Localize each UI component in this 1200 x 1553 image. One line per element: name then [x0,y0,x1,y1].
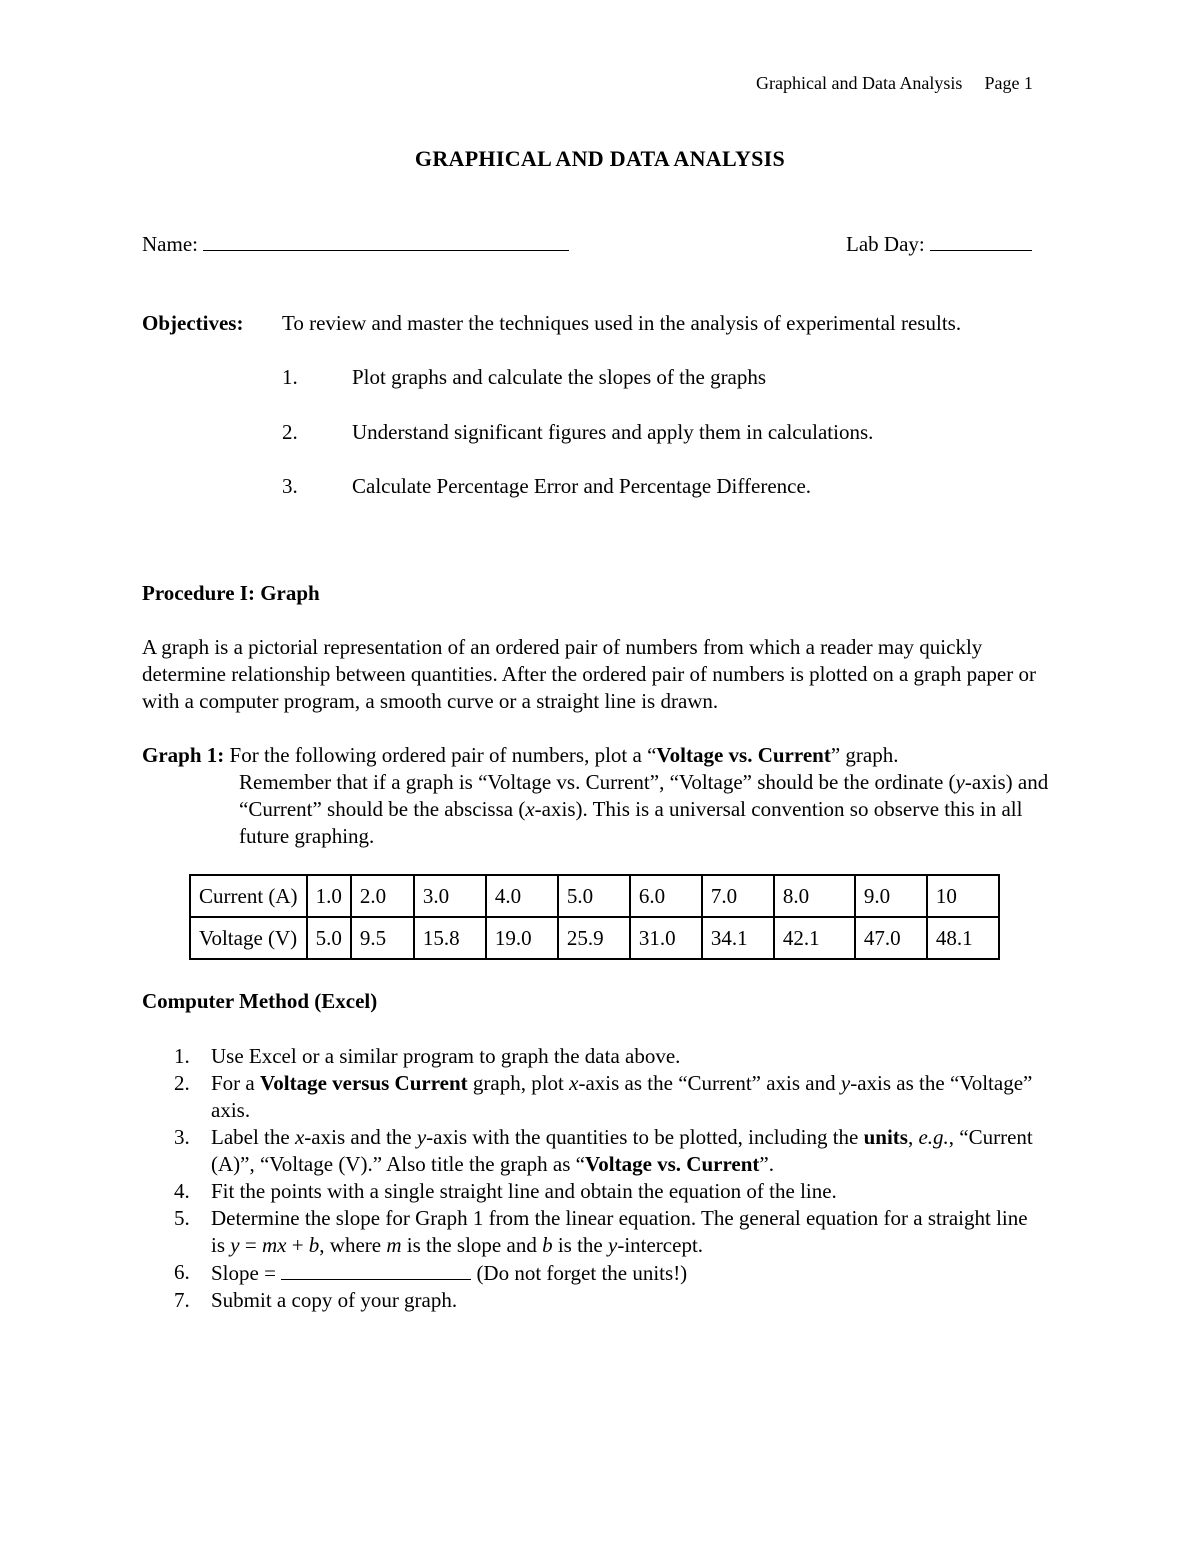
step-text: ”. [759,1152,774,1176]
table-cell: 48.1 [927,917,999,959]
objective-number: 1. [282,365,298,389]
list-item [142,1124,1042,1178]
table-cell: Current (A) [190,875,307,917]
name-blank[interactable] [203,228,569,251]
table-cell: Voltage (V) [190,917,307,959]
graph1-y-var: y [955,770,965,794]
graph1-instructions [142,742,1052,850]
objective-item [282,419,873,446]
step-text: Submit a copy of your graph. [211,1288,458,1312]
step-text: = [239,1233,262,1257]
graph1-label: Graph 1: [142,743,225,767]
name-field-row [142,228,569,258]
table-cell: 3.0 [414,875,486,917]
document-title: GRAPHICAL AND DATA ANALYSIS [414,146,786,171]
header-title: Graphical and Data Analysis [756,73,963,93]
table-cell: 42.1 [774,917,855,959]
step-var: mx [261,1233,287,1257]
table-cell: 25.9 [558,917,630,959]
page-number: Page 1 [984,73,1033,93]
table-cell: 4.0 [486,875,558,917]
objective-number: 3. [282,474,298,498]
list-item [142,1205,1042,1259]
table-cell: 5.0 [558,875,630,917]
table-row-current [190,875,999,917]
graph1-text: For the following ordered pair of numbers, plot a “ [224,743,657,767]
objective-text: Plot graphs and calculate the slopes of the graphs [352,365,767,389]
table-cell: 5.0 [307,917,351,959]
step-text: For a [211,1071,260,1095]
step-text: Determine the slope for Graph 1 from the linear equation. The general equation for a straight line is [211,1206,1028,1257]
table-cell: 9.5 [351,917,414,959]
step-var: y [608,1233,618,1257]
step-number: 6. [174,1260,190,1284]
step-italic: e.g. [918,1125,949,1149]
table-cell: 9.0 [855,875,927,917]
procedure-paragraph: A graph is a pictorial representation of an ordered pair of numbers from which a reader may quickly determine relationship between quantities. After the ordered pair of numbers is plotted on a graph paper or with a computer program, a smooth curve or a straight line is drawn. [142,635,1036,713]
step-number: 5. [174,1206,190,1230]
step-var: x [569,1071,579,1095]
step-number: 2. [174,1071,190,1095]
objectives-label: Objectives: [142,311,244,335]
table-cell: 15.8 [414,917,486,959]
step-var: y [840,1071,851,1095]
step-text: , [907,1125,919,1149]
table-cell: 7.0 [702,875,774,917]
list-item [142,1287,1042,1314]
step-var: x [294,1125,305,1149]
table-cell: 47.0 [855,917,927,959]
list-item [142,1178,1042,1205]
table-cell: 1.0 [307,875,351,917]
procedure-heading: Procedure I: Graph [142,581,320,605]
step-text: Use Excel or a similar program to graph the data above. [211,1044,681,1068]
step-number: 3. [174,1125,190,1149]
step-var: b [542,1233,553,1257]
step-text: graph, plot [467,1071,570,1095]
table-cell: 10 [927,875,999,917]
objective-item [282,473,811,500]
step-var: m [386,1233,402,1257]
step-text: -axis with the quantities to be plotted, including the [426,1125,864,1149]
table-cell: 2.0 [351,875,414,917]
computer-method-steps [142,1043,1042,1314]
step-bold: Voltage vs. Current [585,1152,760,1176]
table-row-voltage [190,917,999,959]
objective-item [282,364,766,391]
step-text: is the slope and [401,1233,543,1257]
graph1-continuation [142,769,1052,850]
graph1-bold-title: Voltage vs. Current [656,743,831,767]
step-text: -axis as the “Current” axis and [578,1071,841,1095]
step-var: y [416,1125,427,1149]
table-cell: 6.0 [630,875,702,917]
step-var: b [308,1233,320,1257]
step-text: Label the [211,1125,295,1149]
table-cell: 34.1 [702,917,774,959]
page-header [756,70,1033,97]
table-cell: 19.0 [486,917,558,959]
step-text: , where [319,1233,387,1257]
step-text: , “Current (A)”, “Voltage (V).” Also title the graph as “ [211,1125,1033,1176]
labday-blank[interactable] [930,228,1032,251]
data-table [189,874,1000,960]
list-item [142,1043,1042,1070]
labday-label: Lab Day: [846,232,925,256]
step-text: Fit the points with a single straight line and obtain the equation of the line. [211,1179,837,1203]
objective-text: Calculate Percentage Error and Percentage Difference. [352,474,812,498]
graph1-text: -axis) and “Current” should be the abscissa ( [239,770,1049,821]
graph1-text: Remember that if a graph is “Voltage vs. Current”, “Voltage” should be the ordinate ( [239,770,956,794]
table-cell: 8.0 [774,875,855,917]
slope-blank[interactable] [281,1259,471,1280]
step-text: -axis and the [304,1125,417,1149]
step-number: 4. [174,1179,190,1203]
table-cell: 31.0 [630,917,702,959]
step-number: 1. [174,1044,190,1068]
step-bold: Voltage versus Current [260,1071,468,1095]
step-text: -axis as the “Voltage” axis. [211,1071,1033,1122]
labday-field-row [846,228,1032,258]
step-text: is the [552,1233,608,1257]
step-bold: units [863,1125,908,1149]
computer-method-heading: Computer Method (Excel) [142,989,378,1013]
step-text: -intercept. [617,1233,704,1257]
step-number: 7. [174,1288,190,1312]
name-label: Name: [142,232,198,256]
step-text: Slope = [211,1261,282,1285]
step-text: (Do not forget the units!) [471,1261,688,1285]
objectives-intro: To review and master the techniques used in the analysis of experimental results. [282,311,962,335]
step-var: y [230,1233,240,1257]
graph1-x-var: x [525,797,535,821]
graph1-text: ” graph. [830,743,899,767]
step-text: + [286,1233,309,1257]
objective-text: Understand significant figures and apply them in calculations. [352,420,874,444]
list-item [142,1070,1042,1124]
list-item [142,1259,1042,1287]
objective-number: 2. [282,420,298,444]
graph1-text: -axis). This is a universal convention so observe this in all future graphing. [239,797,1023,848]
